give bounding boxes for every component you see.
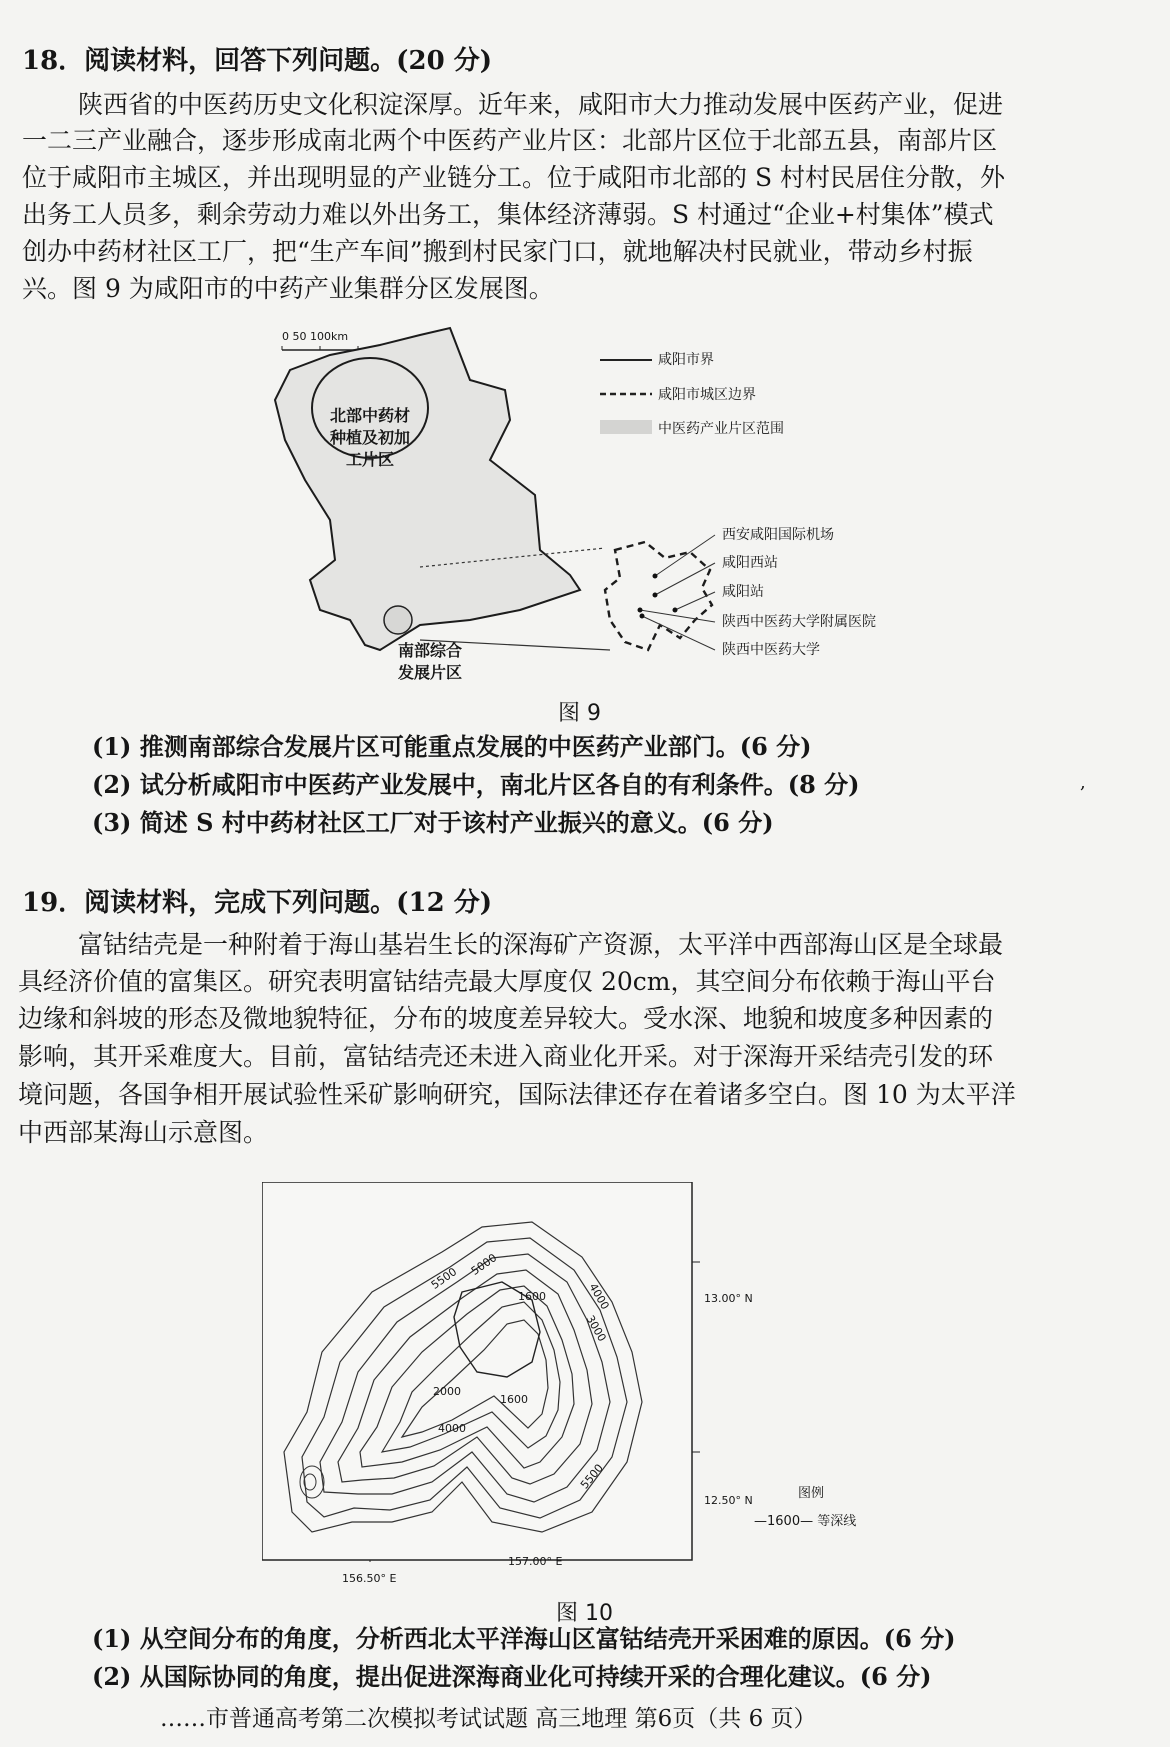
point-label-xianyang-west: 咸阳西站 (722, 555, 778, 571)
contour-label: 5000 (468, 1251, 500, 1278)
legend-contour-item: —1600— 等深线 (754, 1514, 857, 1529)
contour-label: 4000 (586, 1281, 612, 1312)
q18-text-line: 出务工人员多，剩余劳动力难以外出务工，集体经济薄弱。S 村通过“企业+村集体”模式 (22, 200, 994, 229)
q18-text-line: 位于咸阳市主城区，并出现明显的产业链分工。位于咸阳市北部的 S 村村民居住分散，外 (22, 163, 1006, 192)
north-zone-label (330, 405, 410, 471)
longitude-label-left: 156.50° E (342, 1572, 397, 1585)
point-label-hospital: 陕西中医药大学附属医院 (722, 614, 876, 630)
longitude-label-right: 157.00° E (508, 1555, 563, 1568)
contour-label: 3000 (583, 1313, 609, 1344)
scale-bar-label: 0 50 100km (282, 330, 349, 343)
legend-title: 图例 (798, 1486, 825, 1501)
contour-label: 5500 (428, 1265, 460, 1292)
legend-city-boundary: 咸阳市界 (658, 352, 714, 368)
q19-text-line: 富钴结壳是一种附着于海山基岩生长的深海矿产资源，太平洋中西部海山区是全球最 (78, 930, 1004, 959)
page-footer: ……市普通高考第二次模拟考试试题 高三地理 第6页（共 6 页） (160, 1706, 817, 1732)
q19-text-line: 影响，其开采难度大。目前，富钴结壳还未进入商业化开采。对于深海开采结壳引发的环 (18, 1042, 994, 1071)
south-zone-label-line: 发展片区 (398, 663, 463, 682)
north-zone-label-line: 工片区 (346, 450, 395, 469)
contour-label: 1600 (518, 1290, 546, 1303)
q18-text-line: 陕西省的中医药历史文化积淀深厚。近年来，咸阳市大力推动发展中医药产业，促进 (78, 90, 1004, 119)
seamount-contour-map (262, 1182, 702, 1562)
latitude-label-bottom: 12.50° N (704, 1494, 753, 1507)
q19-question-2: (2) 从国际协同的角度，提出促进深海商业化可持续开采的合理化建议。(6 分) (92, 1662, 932, 1691)
q19-text-line: 中西部某海山示意图。 (18, 1118, 269, 1147)
contour-label: 5500 (578, 1461, 606, 1492)
point-label-university: 陕西中医药大学 (722, 642, 820, 658)
q19-title: 19．阅读材料，完成下列问题。(12 分) (22, 888, 493, 918)
edge-scribble: , (1080, 772, 1086, 793)
north-zone-label-line: 北部中药材 (330, 406, 411, 425)
q18-title: 18．阅读材料，回答下列问题。(20 分) (22, 46, 493, 76)
north-zone-label-line: 种植及初加 (330, 428, 411, 447)
q18-text-line: 兴。图 9 为咸阳市的中药产业集群分区发展图。 (22, 274, 554, 303)
contour-label: 1600 (500, 1393, 528, 1406)
q18-question-2: (2) 试分析咸阳市中医药产业发展中，南北片区各自的有利条件。(8 分) (92, 770, 860, 799)
point-label-xianyang-station: 咸阳站 (722, 584, 764, 600)
latitude-label-top: 13.00° N (704, 1292, 753, 1305)
legend-urban-boundary: 咸阳市城区边界 (658, 387, 756, 403)
q19-text-line: 边缘和斜坡的形态及微地貌特征，分布的坡度差异较大。受水深、地貌和坡度多种因素的 (18, 1004, 994, 1033)
q18-text-line: 一二三产业融合，逐步形成南北两个中医药产业片区：北部片区位于北部五县，南部片区 (22, 126, 998, 155)
south-zone-label-line: 南部综合 (398, 641, 463, 660)
q19-text-line: 具经济价值的富集区。研究表明富钴结壳最大厚度仅 20cm，其空间分布依赖于海山平台 (18, 967, 996, 996)
q19-question-1: (1) 从空间分布的角度，分析西北太平洋海山区富钴结壳开采困难的原因。(6 分) (92, 1624, 956, 1653)
q18-text-line: 创办中药材社区工厂，把“生产车间”搬到村民家门口，就地解决村民就业，带动乡村振 (22, 237, 973, 266)
q19-text-line: 境问题，各国争相开展试验性采矿影响研究，国际法律还存在着诸多空白。图 10 为太平洋 (18, 1080, 1016, 1109)
q18-question-3: (3) 简述 S 村中药材社区工厂对于该村产业振兴的意义。(6 分) (92, 808, 774, 837)
q18-question-1: (1) 推测南部综合发展片区可能重点发展的中医药产业部门。(6 分) (92, 732, 812, 761)
contour-label: 4000 (438, 1422, 466, 1435)
south-zone-label (398, 640, 462, 684)
legend-industry-zone: 中医药产业片区范围 (658, 421, 784, 437)
contour-label: 2000 (433, 1385, 461, 1398)
point-label-airport: 西安咸阳国际机场 (722, 527, 834, 543)
figure-10-caption: 图 10 (556, 1601, 613, 1626)
figure-9-caption: 图 9 (558, 701, 601, 726)
